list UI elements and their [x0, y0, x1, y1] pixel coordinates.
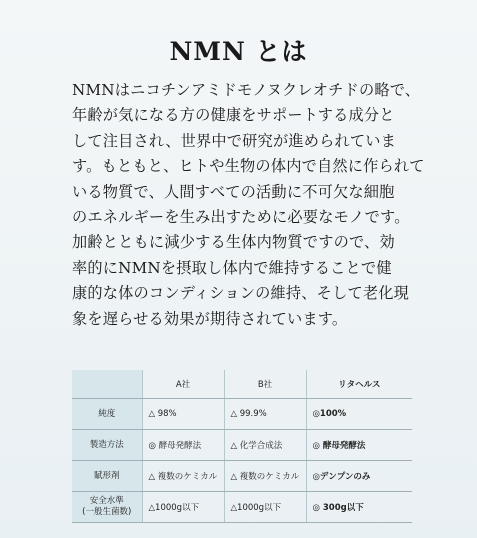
- paragraph-line: NMNはニコチンアミドモノヌクレオチドの略で、: [72, 81, 421, 99]
- paragraph-line: 年齢が気になる方の健康をサポートする成分と: [72, 106, 395, 125]
- table-cell: △1000g以下: [142, 492, 224, 523]
- table-cell: ◎ 酵母発酵法: [142, 430, 224, 461]
- table-row: [72, 492, 412, 523]
- description-paragraph: [72, 78, 425, 332]
- comparison-table: [72, 370, 412, 523]
- paragraph-line: いる物質で、人間すべての活動に不可欠な細胞: [72, 182, 395, 201]
- row-header-label: 純度: [98, 408, 116, 419]
- row-header-label: 賦形剤: [93, 470, 120, 481]
- table-cell-ours: ◎ 300g以下: [306, 492, 412, 523]
- table-header-row: [72, 370, 412, 399]
- row-header: [72, 399, 142, 430]
- paragraph-line: 象を遅らせる効果が期待されています。: [72, 309, 348, 328]
- table-row: [72, 430, 412, 461]
- row-header: [72, 492, 142, 523]
- table-cell: △ 複数のケミカル: [224, 461, 306, 492]
- paragraph-line: 康的な体のコンディションの維持、そして老化現: [72, 284, 410, 303]
- table-cell-ours: ◎ 酵母発酵法: [306, 430, 412, 461]
- table-row: [72, 461, 412, 492]
- row-header-label: 安全水準: [89, 496, 124, 506]
- row-header: [72, 430, 142, 461]
- paragraph-line: して注目され、世界中で研究が進められていま: [72, 131, 397, 150]
- table-cell: △ 複数のケミカル: [142, 461, 224, 492]
- page-title: NMN とは: [169, 37, 308, 66]
- table-cell: △ 99.9%: [224, 399, 306, 430]
- column-header-a: A社: [142, 370, 224, 399]
- row-header: [72, 461, 142, 492]
- table-row: [72, 399, 412, 430]
- table-cell: △ 化学合成法: [224, 430, 306, 461]
- table-cell-ours: ◎100%: [306, 399, 412, 430]
- paragraph-line: す。もともと、ヒトや生物の体内で自然に作られて: [72, 157, 425, 176]
- table-corner-cell: [72, 370, 142, 399]
- column-header-ours: リタヘルス: [306, 370, 412, 399]
- row-header-label: 製造方法: [89, 439, 124, 450]
- paragraph-line: のエネルギーを生み出すために必要なモノです。: [72, 208, 410, 227]
- table-cell: △ 98%: [142, 399, 224, 430]
- paragraph-line: 加齢とともに減少する生体内物質ですので、効: [72, 233, 395, 252]
- table-cell-ours: ◎デンプンのみ: [306, 461, 412, 492]
- row-header-sublabel: (一般生菌数): [82, 507, 132, 517]
- table-cell: △1000g以下: [224, 492, 306, 523]
- column-header-b: B社: [224, 370, 306, 399]
- paragraph-line: 率的にNMNを摂取し体内で維持することで健: [72, 258, 392, 277]
